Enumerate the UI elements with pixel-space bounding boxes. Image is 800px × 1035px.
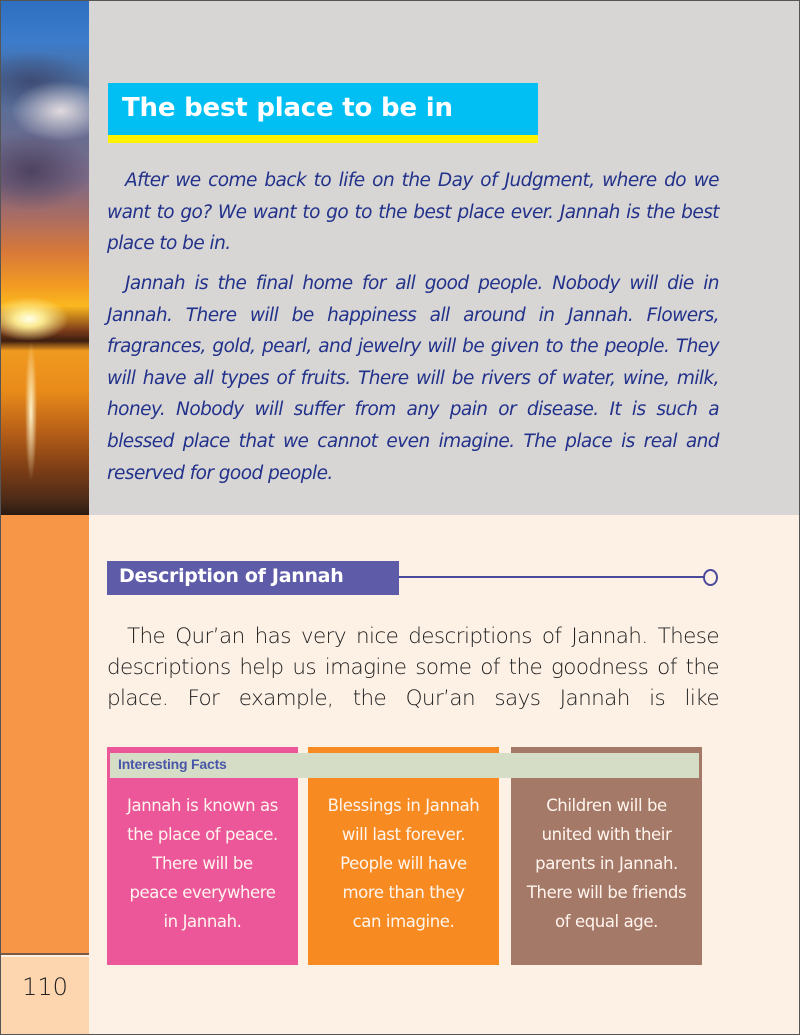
- fact-line: of equal age.: [555, 912, 658, 931]
- fact-line: peace everywhere: [129, 883, 276, 902]
- fact-line: can imagine.: [352, 912, 455, 931]
- heading-yellow-underline: [108, 135, 538, 143]
- interesting-facts-banner: [110, 753, 699, 778]
- fact-line: People will have: [340, 854, 467, 873]
- jannah-paragraph: [107, 268, 719, 489]
- page-number: 110: [22, 973, 68, 1001]
- intro-paragraph-text: After we come back to life on the Day of Judgment, where do we want to go? We want to go to the best place ever. Jannah is the best place to be in.: [107, 170, 719, 255]
- fact-card-text: [511, 791, 702, 936]
- fact-line: in Jannah.: [163, 912, 242, 931]
- interesting-facts-label: Interesting Facts: [118, 756, 227, 772]
- fact-card-children: [511, 747, 702, 965]
- subheading-rule: [399, 576, 705, 578]
- fact-line: will last forever.: [341, 825, 466, 844]
- section-heading-banner: [108, 83, 538, 143]
- fact-card-text: [308, 791, 499, 936]
- fact-card-peace: [107, 747, 298, 965]
- fact-line: Jannah is known as: [127, 796, 278, 815]
- section-title: The best place to be in: [122, 93, 453, 123]
- fact-line: more than they: [342, 883, 465, 902]
- subsection-title: Description of Jannah: [119, 565, 344, 587]
- description-paragraph-text: The Qur’an has very nice descriptions of Jannah. These descriptions help us imagine some of the goodness of the place. For example, the Qur’an says Jannah is like: [107, 624, 719, 711]
- rule-end-circle-icon: [703, 569, 718, 586]
- sidebar-orange-band: [1, 515, 89, 955]
- fact-line: Children will be: [546, 796, 667, 815]
- fact-line: Blessings in Jannah: [327, 796, 480, 815]
- jannah-paragraph-text: Jannah is the final home for all good people. Nobody will die in Jannah. There will be happiness all around in Jannah. Flowers, fragrances, gold, pearl, and jewelry will be given to the people. They will have all types of fruits. There will be rivers of water, wine, milk, honey. Nobody will suffer from any pain or disease. It is such a blessed place that we cannot even imagine. The place is real and reserved for good people.: [107, 273, 719, 484]
- description-paragraph: [107, 621, 719, 714]
- fact-line: There will be friends: [526, 883, 687, 902]
- intro-paragraph: [107, 165, 719, 260]
- sunset-photo-strip: [1, 1, 89, 515]
- fact-line: There will be: [152, 854, 253, 873]
- fact-card-blessings: [308, 747, 499, 965]
- fact-line: the place of peace.: [127, 825, 278, 844]
- fact-line: united with their: [541, 825, 672, 844]
- fact-card-text: [107, 791, 298, 936]
- fact-line: parents in Jannah.: [535, 854, 678, 873]
